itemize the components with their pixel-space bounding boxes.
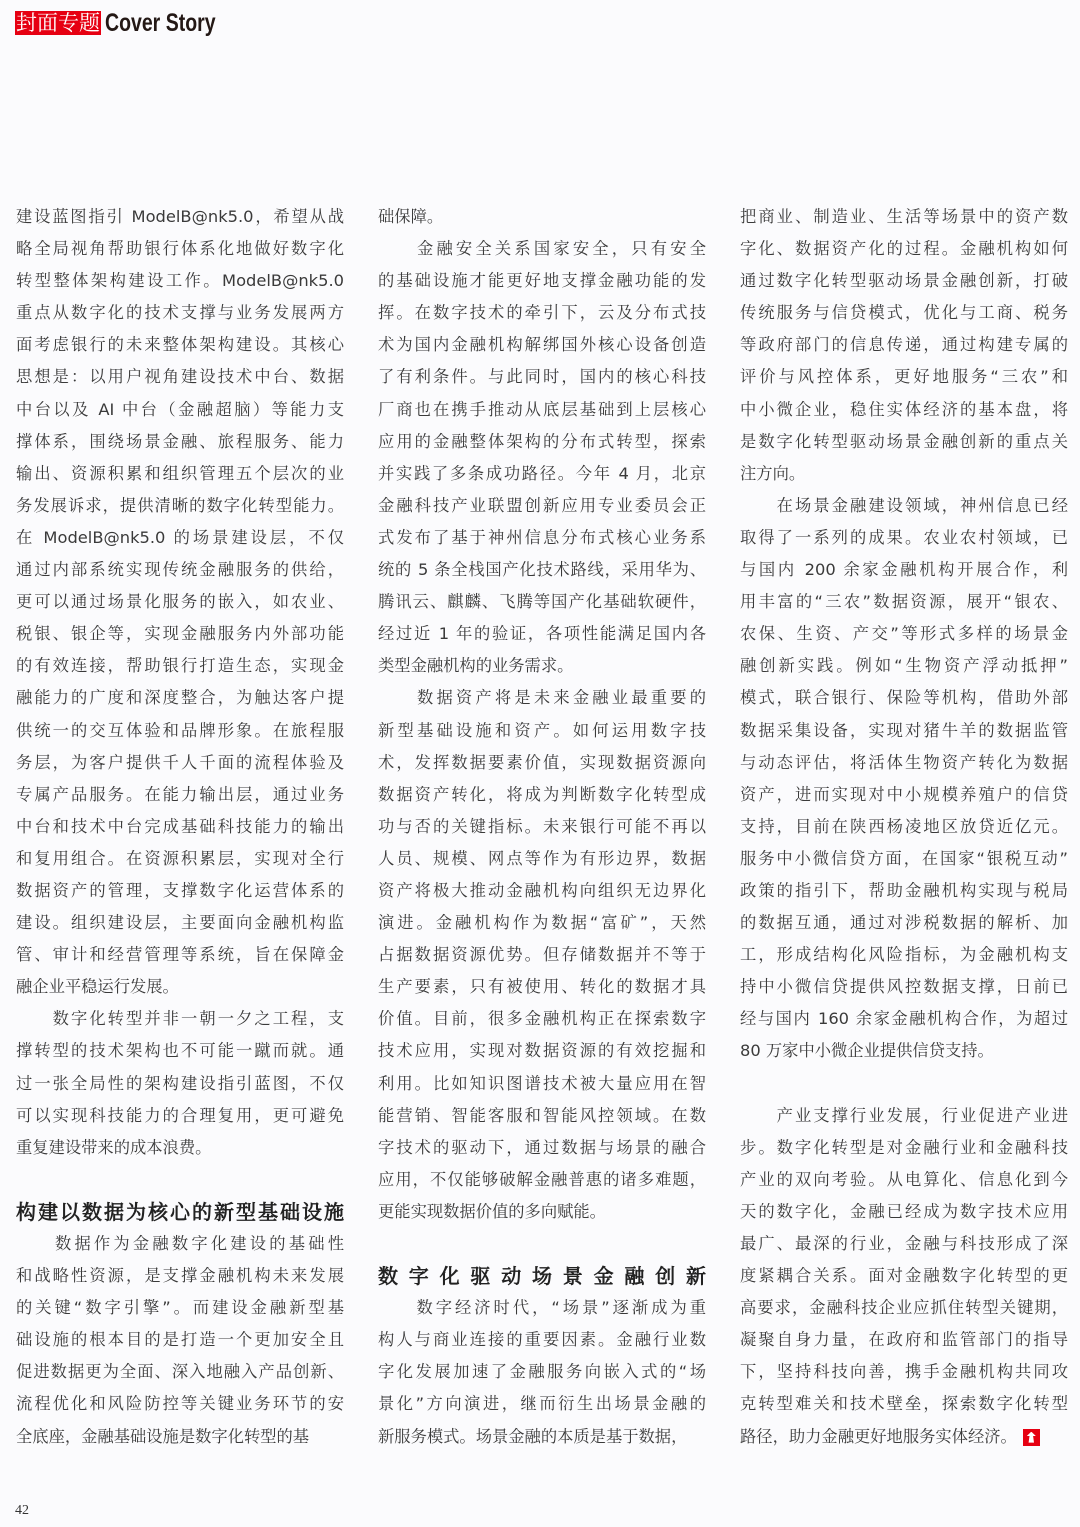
- text-line-content: 流程优化和风险防控等关键业务环节的安: [16, 1394, 344, 1414]
- text-line: [16, 554, 344, 586]
- text-line-content: 应用，不仅能够破解金融普惠的诸多难题，: [378, 1169, 706, 1189]
- text-line: [378, 1324, 706, 1356]
- text-line-content: 能营销、智能客服和智能风控领域。在数: [378, 1105, 706, 1125]
- text-line-content: 经过近 1 年的验证，各项性能满足国内各: [378, 624, 706, 644]
- text-line-content: 景化”方向演进，继而衍生出场景金融的: [378, 1394, 706, 1414]
- text-line-content: 高要求，金融科技企业应抓住转型关键期，: [740, 1298, 1068, 1318]
- text-line-content: 础保障。: [378, 207, 444, 226]
- text-line-content: 中台和技术中台完成基础科技能力的输出: [16, 816, 344, 836]
- text-line: [378, 554, 706, 586]
- text-line: [16, 1292, 344, 1324]
- text-line: [16, 1068, 344, 1100]
- section-heading: 数字化驱动场景金融创新: [378, 1264, 706, 1289]
- text-line-content: 下，坚持科技向善，携手金融机构共同攻: [740, 1362, 1068, 1382]
- text-line-content: 80 万家中小微企业提供信贷支持。: [740, 1041, 994, 1061]
- text-line-content: 融能力的广度和深度整合，为触达客户提: [16, 688, 344, 708]
- text-line: [16, 971, 344, 1003]
- text-line-content: 人员、规模、网点等作为有形边界，数据: [378, 848, 706, 868]
- text-line: [378, 1164, 706, 1196]
- paragraph: [16, 1003, 344, 1163]
- paragraph: [740, 201, 1068, 490]
- text-column-2: [378, 201, 706, 1453]
- text-line-content: 新型基础设施和资产。如何运用数字技: [378, 720, 706, 740]
- text-line-content: 经与国内 160 余家金融机构合作，为超过: [740, 1009, 1068, 1029]
- text-line-content: 把商业、制造业、生活等场景中的资产数: [740, 207, 1068, 226]
- text-line-content: 输出、资源积累和组织管理五个层次的业: [16, 463, 344, 483]
- text-line-content: 并实践了多条成功路径。今年 4 月，北京: [378, 463, 706, 483]
- text-line: [740, 811, 1068, 843]
- text-line-content: 式发布了基于神州信息分布式核心业务系: [378, 527, 706, 547]
- text-line: [378, 329, 706, 361]
- text-line-content: 演进。金融机构作为数据“富矿”，天然: [378, 913, 706, 933]
- text-line-content: 数据资产将是未来金融业最重要的: [378, 688, 706, 708]
- text-line-content: 天的数字化，金融已经成为数字技术应用: [740, 1201, 1068, 1221]
- text-line-content: 产业的双向考验。从电算化、信息化到今: [740, 1169, 1068, 1189]
- text-line: [16, 1356, 344, 1388]
- text-line-content: 可以实现科技能力的合理复用，更可避免: [16, 1105, 344, 1125]
- text-line: [740, 586, 1068, 618]
- text-line-content: 术，发挥数据要素价值，实现数据资源向: [378, 752, 706, 772]
- text-line: [16, 394, 344, 426]
- text-line-content: 类型金融机构的业务需求。: [378, 656, 574, 676]
- text-line-content: 在场景金融建设领域，神州信息已经: [740, 495, 1068, 515]
- text-line: [740, 747, 1068, 779]
- text-line-content: 务层，为客户提供千人千面的流程体验及: [16, 752, 344, 772]
- text-line-content: 税银、银企等，实现金融服务内外部功能: [16, 624, 344, 644]
- text-line-content: 的关键“数字引擎”。而建设金融新型基: [16, 1298, 344, 1318]
- text-line: [740, 1100, 1068, 1132]
- text-line-content: 农保、生资、产交”等形式多样的场景金: [740, 624, 1068, 644]
- text-line: [740, 1324, 1068, 1356]
- text-line: [16, 747, 344, 779]
- text-line-content: 数字经济时代，“场景”逐渐成为重: [378, 1298, 706, 1318]
- text-line-content: 政策的指引下，帮助金融机构实现与税局: [740, 880, 1068, 900]
- text-line-content: 占据数据资源优势。但存储数据并不等于: [378, 945, 706, 965]
- text-line: [16, 843, 344, 875]
- text-line-content: 中台以及 AI 中台（金融超脑）等能力支: [16, 399, 344, 419]
- text-line: [16, 618, 344, 650]
- text-line: [16, 329, 344, 361]
- text-column-1: [16, 201, 344, 1453]
- text-line: [16, 875, 344, 907]
- text-line: [740, 843, 1068, 875]
- text-line: [740, 394, 1068, 426]
- text-line: [378, 522, 706, 554]
- text-line: [16, 1035, 344, 1067]
- text-line: [378, 1196, 706, 1228]
- text-line: [16, 586, 344, 618]
- text-line: [16, 201, 344, 233]
- text-line-content: 转型整体架构建设工作。ModelB@nk5.0: [16, 271, 344, 291]
- text-line-content: 服务中小微信贷方面，在国家“银税互动”: [740, 848, 1068, 868]
- text-line: [740, 426, 1068, 458]
- text-line: [16, 779, 344, 811]
- text-line: [378, 1421, 706, 1453]
- text-line: [378, 265, 706, 297]
- text-line-content: 凝聚自身力量，在政府和监管部门的指导: [740, 1330, 1068, 1350]
- text-line: [16, 265, 344, 297]
- text-line: [378, 233, 706, 265]
- text-line-content: 和战略性资源，是支撑金融机构未来发展: [16, 1266, 344, 1286]
- text-line: [378, 490, 706, 522]
- text-line-content: 传统服务与信贷模式，优化与工商、税务: [740, 303, 1068, 323]
- text-line: [378, 715, 706, 747]
- spacer: [378, 1228, 706, 1260]
- text-line: [740, 458, 1068, 490]
- paragraph: [378, 201, 706, 233]
- text-line: [378, 875, 706, 907]
- text-line: [378, 394, 706, 426]
- text-line: [378, 1292, 706, 1324]
- text-line: [378, 297, 706, 329]
- text-line-content: 功与否的关键指标。未来银行可能不再以: [378, 816, 706, 836]
- text-line-content: 金融安全关系国家安全，只有安全: [378, 239, 706, 259]
- text-line: [16, 715, 344, 747]
- text-line-content: 供统一的交互体验和品牌形象。在旅程服: [16, 720, 344, 740]
- text-line: [740, 779, 1068, 811]
- text-line: [378, 747, 706, 779]
- text-line: [740, 875, 1068, 907]
- text-line-content: 的基础设施才能更好地支撑金融功能的发: [378, 271, 706, 291]
- text-line: [740, 1196, 1068, 1228]
- paragraph: [740, 1100, 1068, 1453]
- text-line-content: 资产，进而实现对中小规模养殖户的信贷: [740, 784, 1068, 804]
- text-line-content: 和复用组合。在资源积累层，实现对全行: [16, 848, 344, 868]
- text-line: [378, 1003, 706, 1035]
- text-line-content: 更能实现数据价值的多向赋能。: [378, 1201, 606, 1221]
- text-line-content: 取得了一系列的成果。农业农村领域，已: [740, 527, 1068, 547]
- text-line: [16, 522, 344, 554]
- text-line: [740, 329, 1068, 361]
- text-line: [16, 490, 344, 522]
- paragraph: [16, 1228, 344, 1453]
- text-line-content: 通过数字化转型驱动场景金融创新，打破: [740, 271, 1068, 291]
- text-line: [378, 811, 706, 843]
- text-line-content: 最广、最深的行业，金融与科技形成了深: [740, 1234, 1068, 1253]
- section-heading: 构建以数据为核心的新型基础设施: [16, 1199, 344, 1224]
- text-line-content: 模式，联合银行、保险等机构，借助外部: [740, 688, 1068, 708]
- text-line-content: 注方向。: [740, 463, 806, 483]
- text-line: [378, 1388, 706, 1420]
- text-line: [740, 233, 1068, 265]
- section-header: [15, 10, 247, 36]
- text-line: [378, 650, 706, 682]
- text-line-content: 工，形成结构化风险指标，为金融机构支: [740, 945, 1068, 965]
- text-line: [16, 1324, 344, 1356]
- end-logo-icon: [1023, 1429, 1040, 1446]
- text-line-content: 支持，目前在陕西杨凌地区放贷近亿元。: [740, 816, 1068, 836]
- text-line: [16, 682, 344, 714]
- text-line-content: 产业支撑行业发展，行业促进产业进: [740, 1105, 1068, 1125]
- text-line-content: 统的 5 条全栈国产化技术路线，采用华为、: [378, 560, 706, 580]
- paragraph: [378, 682, 706, 1228]
- text-line: [378, 1100, 706, 1132]
- text-line-content: 与动态评估，将活体生物资产转化为数据: [740, 752, 1068, 772]
- text-line: [16, 939, 344, 971]
- text-line-content: 过一张全局性的架构建设指引蓝图，不仅: [16, 1073, 344, 1093]
- text-line: [378, 586, 706, 618]
- text-line-content: 字化、数据资产化的过程。金融机构如何: [740, 239, 1068, 259]
- text-line: [378, 907, 706, 939]
- text-line-content: 步。数字化转型是对金融行业和金融科技: [740, 1137, 1068, 1157]
- text-line-content: 数字化转型并非一朝一夕之工程，支: [16, 1009, 344, 1029]
- text-column-3: [740, 201, 1068, 1453]
- text-line: [740, 554, 1068, 586]
- text-line-content: 的数据互通，通过对涉税数据的解析、加: [740, 913, 1068, 933]
- text-line: [740, 1292, 1068, 1324]
- text-line: [740, 939, 1068, 971]
- text-line-content: 略全局视角帮助银行体系化地做好数字化: [16, 239, 344, 259]
- text-line-content: 撑转型的技术架构也不可能一蹴而就。通: [16, 1041, 344, 1061]
- text-line: [378, 458, 706, 490]
- text-line: [740, 201, 1068, 233]
- paragraph: [378, 233, 706, 682]
- text-line-content: 数据采集设备，实现对猪牛羊的数据监管: [740, 720, 1068, 740]
- text-line: [740, 1228, 1068, 1260]
- text-line: [740, 361, 1068, 393]
- text-line: [740, 1164, 1068, 1196]
- text-line-content: 数据资产转化，将成为判断数字化转型成: [378, 784, 706, 804]
- text-line-content: 用丰富的“三农”数据资源，展开“银农、: [740, 592, 1068, 612]
- text-line: [378, 361, 706, 393]
- text-line-content: 腾讯云、麒麟、飞腾等国产化基础软硬件，: [378, 592, 706, 612]
- text-line: [740, 650, 1068, 682]
- text-line-content: 金融科技产业联盟创新应用专业委员会正: [378, 495, 706, 515]
- text-line-content: 管、审计和经营管理等系统，旨在保障金: [16, 945, 344, 965]
- paragraph: [16, 201, 344, 1003]
- text-line-content: 等政府部门的信息传递，通过构建专属的: [740, 335, 1068, 355]
- text-line: [16, 1100, 344, 1132]
- text-line: [378, 971, 706, 1003]
- text-line: [16, 458, 344, 490]
- text-line: [740, 265, 1068, 297]
- section-title-en: Cover Story: [105, 8, 216, 37]
- text-line-content: 面考虑银行的未来整体架构建设。其核心: [16, 335, 344, 355]
- text-line-content: 更可以通过场景化服务的嵌入，如农业、: [16, 592, 344, 612]
- text-line: [740, 907, 1068, 939]
- text-line-content: 持中小微信贷提供风控数据支撑，日前已: [740, 977, 1068, 997]
- text-line-content: 了有利条件。与此同时，国内的核心科技: [378, 367, 706, 387]
- text-line: [740, 715, 1068, 747]
- text-line: [740, 682, 1068, 714]
- text-line: [16, 1388, 344, 1420]
- text-line: [740, 618, 1068, 650]
- text-line: [740, 1356, 1068, 1388]
- text-line: [16, 1260, 344, 1292]
- text-line: [378, 1356, 706, 1388]
- section-tag: 封面专题: [16, 11, 100, 35]
- text-line: [16, 907, 344, 939]
- text-line: [16, 361, 344, 393]
- text-line: [740, 1035, 1068, 1067]
- text-line-content: 在 ModelB@nk5.0 的场景建设层，不仅: [16, 527, 344, 547]
- text-line-content: 专属产品服务。在能力输出层，通过业务: [16, 784, 344, 804]
- text-line: [378, 1132, 706, 1164]
- text-line: [740, 1132, 1068, 1164]
- text-line-content: 融企业平稳运行发展。: [16, 977, 179, 997]
- text-line-content: 是数字化转型驱动场景金融创新的重点关: [740, 431, 1068, 451]
- text-line-content: 新服务模式。场景金融的本质是基于数据，: [378, 1426, 688, 1446]
- text-line: [740, 297, 1068, 329]
- text-line: [16, 1003, 344, 1035]
- text-line: [16, 426, 344, 458]
- text-line-content: 全底座，金融基础设施是数字化转型的基: [16, 1426, 310, 1446]
- text-line-content: 字技术的驱动下，通过数据与场景的融合: [378, 1137, 706, 1157]
- text-line: [378, 426, 706, 458]
- text-line-content: 应用的金融整体架构的分布式转型，探索: [378, 431, 706, 451]
- text-line-content: 价值。目前，很多金融机构正在探索数字: [378, 1009, 706, 1029]
- page-number: 42: [15, 1503, 29, 1518]
- paragraph: [740, 490, 1068, 1068]
- spacer: [16, 1164, 344, 1196]
- text-line: [16, 1228, 344, 1260]
- text-line: [16, 650, 344, 682]
- text-line: [16, 297, 344, 329]
- text-line: [378, 201, 706, 233]
- text-line-content: 厂商也在携手推动从底层基础到上层核心: [378, 399, 706, 419]
- text-line-content: 务发展诉求，提供清晰的数字化转型能力。: [16, 495, 344, 515]
- text-line: [378, 779, 706, 811]
- text-line: [16, 1421, 344, 1453]
- text-line-content: 度紧耦合关系。面对金融数字化转型的更: [740, 1266, 1068, 1286]
- text-line-content: 利用。比如知识图谱技术被大量应用在智: [378, 1073, 706, 1093]
- text-line-content: 的有效连接，帮助银行打造生态，实现金: [16, 656, 344, 676]
- text-line-content: 生产要素，只有被使用、转化的数据才具: [378, 977, 706, 997]
- text-line: [740, 1260, 1068, 1292]
- text-line-content: 克转型难关和技术壁垒，探索数字化转型: [740, 1394, 1068, 1414]
- text-line-content: 评价与风控体系，更好地服务“三农”和: [740, 367, 1068, 387]
- text-line-content: 技术应用，实现对数据资源的有效挖掘和: [378, 1041, 706, 1061]
- text-line: [378, 618, 706, 650]
- text-line-content: 中小微企业，稳住实体经济的基本盘，将: [740, 399, 1068, 419]
- text-line: [378, 682, 706, 714]
- text-line-content: 通过内部系统实现传统金融服务的供给，: [16, 560, 344, 580]
- text-line-content: 路径，助力金融更好地服务实体经济。: [740, 1426, 1017, 1446]
- text-line: [740, 1421, 1068, 1453]
- text-line-content: 撑体系，围绕场景金融、旅程服务、能力: [16, 431, 344, 451]
- text-line-content: 融创新实践。例如“生物资产浮动抵押”: [740, 656, 1068, 676]
- text-line: [16, 1132, 344, 1164]
- text-line: [740, 490, 1068, 522]
- text-line: [16, 811, 344, 843]
- text-line: [740, 971, 1068, 1003]
- text-line-content: 建设。组织建设层，主要面向金融机构监: [16, 913, 344, 933]
- spacer: [740, 1068, 1068, 1100]
- text-line-content: 构人与商业连接的重要因素。金融行业数: [378, 1330, 706, 1350]
- text-line-content: 建设蓝图指引 ModelB@nk5.0，希望从战: [16, 207, 344, 226]
- text-line-content: 重复建设带来的成本浪费。: [16, 1137, 212, 1157]
- text-line-content: 挥。在数字技术的牵引下，云及分布式技: [378, 303, 706, 323]
- text-line: [378, 1068, 706, 1100]
- text-line: [740, 1003, 1068, 1035]
- text-line-content: 思想是：以用户视角建设技术中台、数据: [16, 367, 344, 387]
- text-line-content: 础设施的根本目的是打造一个更加安全且: [16, 1330, 344, 1350]
- text-line-content: 重点从数字化的技术支撑与业务发展两方: [16, 303, 344, 323]
- text-line: [740, 1388, 1068, 1420]
- text-line: [16, 233, 344, 265]
- text-line-content: 字化发展加速了金融服务向嵌入式的“场: [378, 1362, 706, 1382]
- text-line: [378, 939, 706, 971]
- paragraph: [378, 1292, 706, 1452]
- text-line: [378, 843, 706, 875]
- text-line: [740, 522, 1068, 554]
- text-line: [378, 1035, 706, 1067]
- text-line-content: 与国内 200 余家金融机构开展合作，利: [740, 560, 1068, 580]
- text-line-content: 促进数据更为全面、深入地融入产品创新、: [16, 1362, 344, 1382]
- text-line-content: 术为国内金融机构解绑国外核心设备创造: [378, 335, 706, 355]
- text-line-content: 数据资产的管理，支撑数字化运营体系的: [16, 880, 344, 900]
- text-line-content: 数据作为金融数字化建设的基础性: [16, 1234, 344, 1253]
- text-line-content: 资产将极大推动金融机构向组织无边界化: [378, 880, 706, 900]
